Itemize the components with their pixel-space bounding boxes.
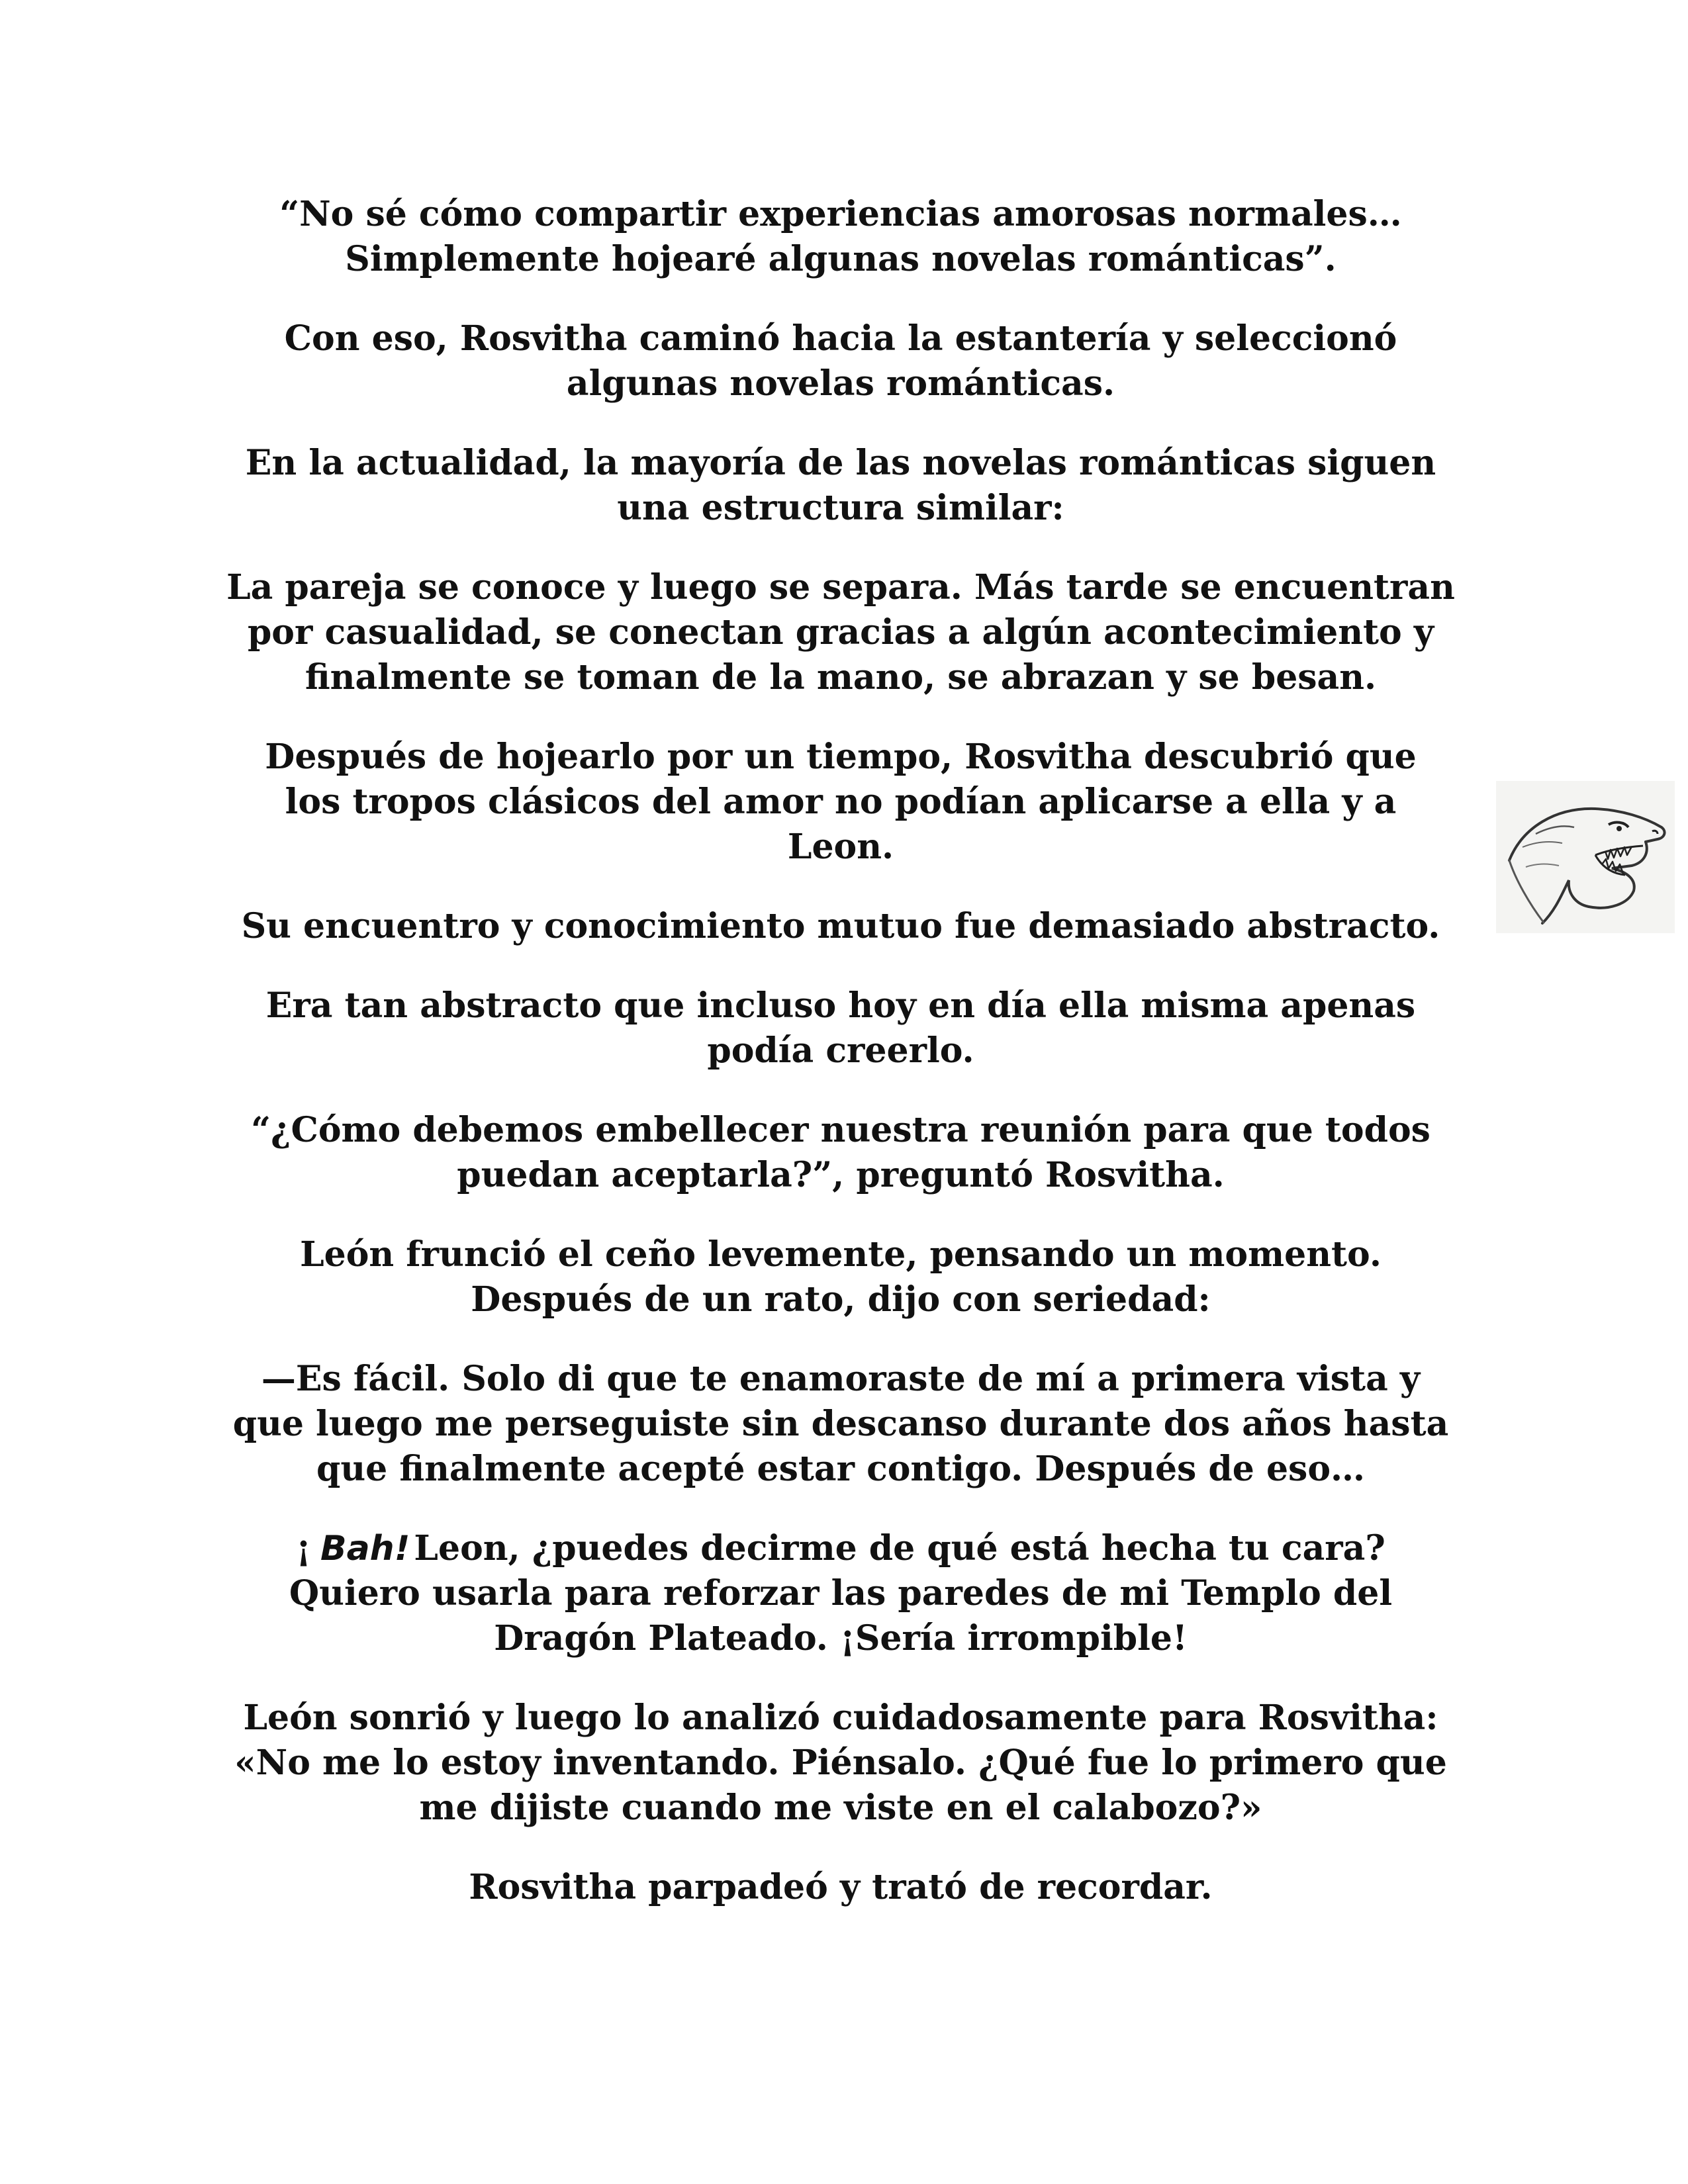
- text-line: León frunció el ceño levemente, pensando un momento.: [300, 1234, 1382, 1275]
- text-line: podía creerlo.: [707, 1030, 974, 1071]
- bah-paragraph: [225, 1526, 1456, 1661]
- text-line: puedan aceptarla?”, preguntó Rosvitha.: [457, 1155, 1225, 1195]
- text-line: una estructura similar:: [617, 488, 1064, 528]
- text-line: Rosvitha parpadeó y trató de recordar.: [469, 1867, 1213, 1907]
- text-line: La pareja se conoce y luego se separa. Más tarde se encuentran: [226, 567, 1455, 608]
- paragraph: [225, 735, 1456, 870]
- text-line: que luego me perseguiste sin descanso durante dos años hasta: [232, 1404, 1449, 1444]
- paragraph: [225, 1232, 1456, 1322]
- text-line: Su encuentro y conocimiento mutuo fue demasiado abstracto.: [241, 906, 1440, 946]
- text-line: “¿Cómo debemos embellecer nuestra reunión para que todos: [251, 1110, 1430, 1150]
- open-exclamation: ¡: [296, 1528, 311, 1569]
- story-text: [225, 192, 1456, 1944]
- paragraph: [225, 1865, 1456, 1910]
- text-line: finalmente se toman de la mano, se abrazan y se besan.: [305, 657, 1377, 698]
- text-line: “No sé cómo compartir experiencias amorosas normales…: [279, 194, 1402, 234]
- paragraph: [225, 904, 1456, 949]
- text-line: los tropos clásicos del amor no podían aplicarse a ella y a: [285, 782, 1397, 822]
- text-line: por casualidad, se conectan gracias a algún acontecimiento y: [247, 612, 1434, 653]
- text-line: que finalmente acepté estar contigo. Después de eso…: [316, 1449, 1366, 1489]
- paragraph: [225, 1696, 1456, 1831]
- text-line: Dragón Plateado. ¡Sería irrompible!: [494, 1618, 1188, 1659]
- text-line: Después de hojearlo por un tiempo, Rosvitha descubrió que: [265, 737, 1417, 777]
- paragraph: [225, 441, 1456, 531]
- text-line: En la actualidad, la mayoría de las novelas románticas siguen: [245, 443, 1436, 483]
- bah-emphasis: Bah!: [320, 1529, 410, 1569]
- text-line: Quiero usarla para reforzar las paredes de mi Templo del: [289, 1573, 1393, 1614]
- paragraph: [225, 192, 1456, 282]
- text-line: «No me lo estoy inventando. Piénsalo. ¿Qué fue lo primero que: [234, 1743, 1447, 1783]
- text-line: —Es fácil. Solo di que te enamoraste de mí a primera vista y: [261, 1359, 1421, 1399]
- text-line: algunas novelas románticas.: [566, 363, 1115, 404]
- paragraph: [225, 316, 1456, 406]
- paragraph: [225, 1108, 1456, 1198]
- text-line: León sonrió y luego lo analizó cuidadosamente para Rosvitha:: [243, 1698, 1438, 1738]
- paragraph: [225, 1357, 1456, 1492]
- text-line: Era tan abstracto que incluso hoy en día ella misma apenas: [265, 985, 1416, 1026]
- paragraph: [225, 983, 1456, 1073]
- text-line: Simplemente hojearé algunas novelas románticas”.: [345, 239, 1336, 279]
- text-line: Leon.: [787, 827, 894, 867]
- dinosaur-head-sketch-icon: [1496, 781, 1675, 933]
- text-line: Después de un rato, dijo con seriedad:: [471, 1279, 1211, 1320]
- text-line: me dijiste cuando me viste en el calabozo?»: [419, 1788, 1262, 1828]
- text-line: [225, 1526, 1456, 1571]
- text-line-rest: Leon, ¿puedes decirme de qué está hecha tu cara?: [414, 1528, 1385, 1569]
- paragraph: [225, 565, 1456, 700]
- text-line: Con eso, Rosvitha caminó hacia la estantería y seleccionó: [284, 318, 1397, 359]
